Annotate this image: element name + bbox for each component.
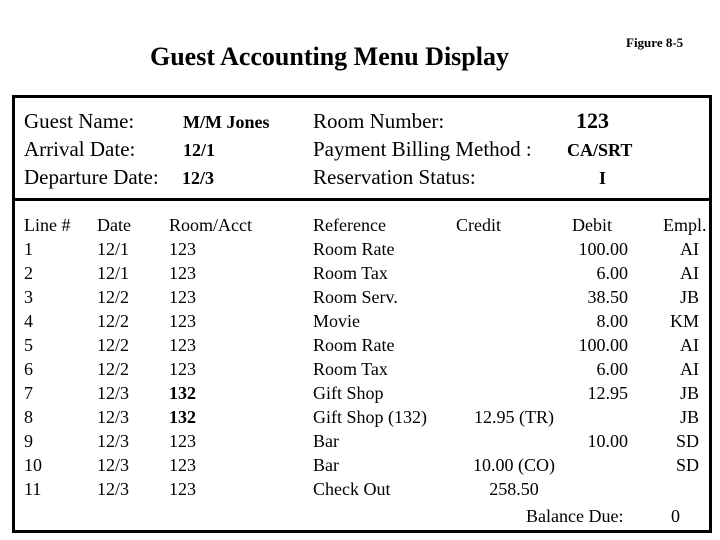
cell-line: 7 — [24, 383, 33, 403]
cell-date: 12/3 — [97, 479, 130, 499]
cell-reference: Movie — [313, 311, 360, 331]
room-number-value: 123 — [576, 108, 609, 133]
cell-room-acct: 123 — [169, 287, 196, 307]
column-header-empl: Empl. — [663, 215, 707, 235]
cell-date: 12/2 — [97, 359, 130, 379]
cell-debit: 12.95 — [587, 383, 628, 403]
column-header-credit: Credit — [456, 215, 501, 235]
cell-empl: KM — [669, 311, 699, 331]
cell-room-acct: 123 — [169, 431, 196, 451]
cell-date: 12/1 — [97, 263, 130, 283]
cell-line: 5 — [24, 335, 33, 355]
departure-date-value: 12/3 — [182, 168, 215, 188]
cell-debit: 10.00 — [587, 431, 628, 451]
guest-name-label: Guest Name: — [24, 109, 135, 133]
cell-room-acct: 123 — [169, 335, 196, 355]
cell-date: 12/3 — [97, 455, 130, 475]
cell-reference: Bar — [313, 455, 339, 475]
room-number-label: Room Number: — [313, 109, 445, 133]
cell-room-acct: 123 — [169, 239, 196, 259]
cell-credit: 10.00 (CO) — [473, 455, 555, 475]
column-header-debit: Debit — [572, 215, 612, 235]
cell-date: 12/3 — [97, 431, 130, 451]
billing-method-value: CA/SRT — [567, 140, 633, 160]
cell-reference: Gift Shop — [313, 383, 384, 403]
cell-line: 9 — [24, 431, 33, 451]
cell-reference: Gift Shop (132) — [313, 407, 427, 427]
cell-debit: 8.00 — [596, 311, 628, 331]
cell-room-acct: 123 — [169, 263, 196, 283]
cell-debit: 6.00 — [596, 359, 628, 379]
column-header-reference: Reference — [313, 215, 386, 235]
cell-date: 12/1 — [97, 239, 130, 259]
cell-reference: Room Serv. — [313, 287, 398, 307]
balance-due-value: 0 — [671, 506, 680, 526]
page-title: Guest Accounting Menu Display — [150, 42, 509, 71]
cell-line: 11 — [24, 479, 42, 499]
cell-line: 10 — [24, 455, 42, 475]
cell-date: 12/2 — [97, 311, 130, 331]
cell-date: 12/2 — [97, 335, 130, 355]
departure-date-label: Departure Date: — [24, 165, 159, 189]
cell-room-acct: 123 — [169, 311, 196, 331]
cell-reference: Room Rate — [313, 335, 395, 355]
guest-name-value: M/M Jones — [183, 112, 270, 132]
cell-room-acct: 123 — [169, 479, 196, 499]
column-header-date: Date — [97, 215, 131, 235]
reservation-status-value: I — [599, 168, 607, 188]
cell-debit: 6.00 — [596, 263, 628, 283]
cell-credit: 12.95 (TR) — [474, 407, 554, 427]
cell-debit: 100.00 — [578, 335, 628, 355]
cell-date: 12/3 — [97, 407, 130, 427]
balance-due-label: Balance Due: — [526, 506, 624, 526]
section-divider — [12, 198, 712, 201]
cell-date: 12/2 — [97, 287, 130, 307]
figure-label: Figure 8-5 — [626, 35, 684, 50]
cell-debit: 100.00 — [578, 239, 628, 259]
cell-debit: 38.50 — [587, 287, 628, 307]
cell-reference: Room Tax — [313, 263, 388, 283]
cell-reference: Room Rate — [313, 239, 395, 259]
cell-room-acct: 123 — [169, 359, 196, 379]
cell-room-acct: 132 — [169, 407, 196, 427]
cell-empl: AI — [680, 335, 699, 355]
billing-method-label: Payment Billing Method : — [313, 137, 532, 161]
cell-empl: SD — [675, 431, 699, 451]
cell-empl: SD — [675, 455, 699, 475]
cell-empl: AI — [680, 359, 699, 379]
cell-line: 8 — [24, 407, 33, 427]
reservation-status-label: Reservation Status: — [313, 165, 476, 189]
cell-line: 6 — [24, 359, 33, 379]
cell-room-acct: 132 — [169, 383, 196, 403]
cell-empl: JB — [679, 287, 699, 307]
cell-date: 12/3 — [97, 383, 130, 403]
cell-empl: JB — [679, 407, 699, 427]
cell-line: 2 — [24, 263, 33, 283]
column-header-room: Room/Acct — [169, 215, 252, 235]
cell-empl: JB — [679, 383, 699, 403]
cell-room-acct: 123 — [169, 455, 196, 475]
column-header-line: Line # — [24, 215, 71, 235]
cell-line: 4 — [24, 311, 33, 331]
cell-reference: Check Out — [313, 479, 391, 499]
cell-line: 1 — [24, 239, 33, 259]
cell-empl: AI — [680, 239, 699, 259]
cell-reference: Room Tax — [313, 359, 388, 379]
cell-reference: Bar — [313, 431, 339, 451]
cell-empl: AI — [680, 263, 699, 283]
cell-line: 3 — [24, 287, 33, 307]
cell-credit: 258.50 — [489, 479, 539, 499]
arrival-date-label: Arrival Date: — [24, 137, 136, 161]
arrival-date-value: 12/1 — [183, 140, 216, 160]
